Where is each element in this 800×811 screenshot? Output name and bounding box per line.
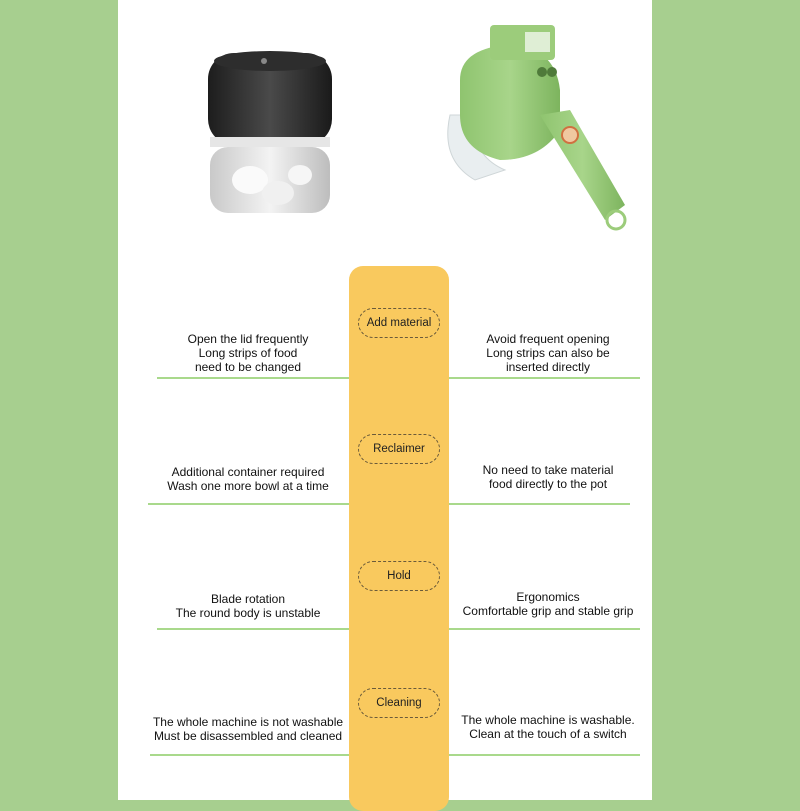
text-line: Long strips can also be: [486, 346, 610, 360]
text-line: Ergonomics: [516, 590, 580, 604]
divider-line-right-2: [449, 503, 630, 505]
text-line: Blade rotation: [210, 592, 286, 606]
text-line: Must be disassembled and cleaned: [153, 729, 343, 743]
text-line: inserted directly: [505, 360, 591, 374]
text-line: food directly to the pot: [488, 477, 608, 491]
comparison-center-bar: [349, 266, 449, 811]
text-line: Open the lid frequently: [187, 332, 309, 346]
text-line: No need to take material: [482, 463, 614, 477]
right-description-cleaning: [450, 713, 646, 741]
divider-line-left-4: [150, 754, 349, 756]
category-label-reclaimer: Reclaimer: [358, 434, 440, 464]
text-line: Comfortable grip and stable grip: [462, 604, 634, 618]
left-description-add-material: [148, 332, 348, 374]
left-description-hold: [148, 592, 348, 620]
text-line: Avoid frequent opening: [486, 332, 610, 346]
text-line: The whole machine is washable.: [461, 713, 635, 727]
left-description-reclaimer: [148, 465, 348, 493]
text-line: The whole machine is not washable: [152, 715, 344, 729]
divider-line-right-3: [449, 628, 640, 630]
category-label-cleaning: Cleaning: [358, 688, 440, 718]
right-description-reclaimer: [450, 463, 646, 491]
text-line: The round body is unstable: [175, 606, 321, 620]
divider-line-left-1: [157, 377, 349, 379]
right-description-add-material: [450, 332, 646, 374]
round-chopper-image: [200, 45, 340, 225]
divider-line-right-4: [449, 754, 640, 756]
text-line: need to be changed: [194, 360, 302, 374]
category-label-add-material: Add material: [358, 308, 440, 338]
right-description-hold: [450, 590, 646, 618]
category-label-hold: Hold: [358, 561, 440, 591]
divider-line-left-2: [148, 503, 349, 505]
left-description-cleaning: [148, 715, 348, 743]
text-line: Additional container required: [171, 465, 325, 479]
divider-line-left-3: [157, 628, 349, 630]
divider-line-right-1: [449, 377, 640, 379]
green-handheld-chopper-image: [430, 20, 630, 235]
text-line: Clean at the touch of a switch: [469, 727, 627, 741]
text-line: Wash one more bowl at a time: [167, 479, 329, 493]
text-line: Long strips of food: [198, 346, 298, 360]
